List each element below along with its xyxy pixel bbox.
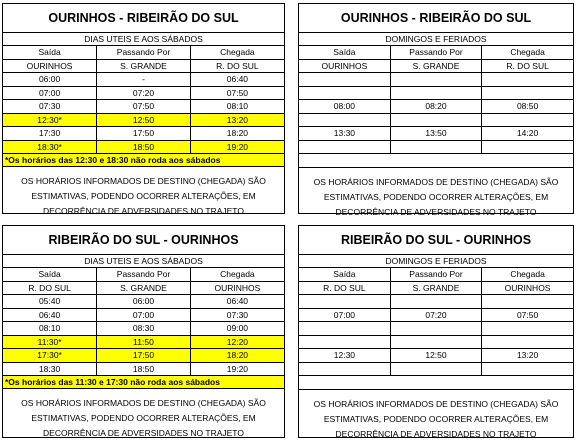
time-cell: 19:20 xyxy=(190,362,284,376)
time-cell: 08:10 xyxy=(3,322,97,336)
time-cell: 13:30 xyxy=(299,127,390,141)
schedule-row xyxy=(3,127,284,141)
time-cell: 11:50 xyxy=(97,335,191,349)
time-cell: 12:50 xyxy=(97,113,191,127)
time-cell: 06:40 xyxy=(190,295,284,309)
time-cell: 17:30* xyxy=(3,349,97,363)
time-cell xyxy=(299,113,390,127)
time-cell: 07:00 xyxy=(3,86,97,100)
schedule-row xyxy=(3,86,284,100)
schedule-row xyxy=(299,100,573,114)
schedule-row xyxy=(3,140,284,154)
column-location: S. GRANDE xyxy=(97,59,191,73)
subheader-row xyxy=(299,59,573,73)
time-cell: 13:50 xyxy=(390,127,481,141)
disclaimer-text xyxy=(3,167,284,219)
panel-subtitle: DOMINGOS E FERIADOS xyxy=(299,33,573,46)
schedule-panel-ribeirao-ourinhos-sundays xyxy=(298,225,574,438)
column-header: Saída xyxy=(3,268,97,281)
disclaimer-line: OS HORÁRIOS INFORMADOS DE DESTINO (CHEGADA) SÃO xyxy=(313,177,559,187)
disclaimer-line: ESTIMATIVAS, PODENDO OCORRER ALTERAÇÕES, EM xyxy=(31,413,256,423)
time-cell: 12:30* xyxy=(3,113,97,127)
schedule-row xyxy=(299,127,573,141)
time-cell: 08:50 xyxy=(482,100,573,114)
column-header: Chegada xyxy=(190,268,284,281)
schedule-row xyxy=(3,335,284,349)
column-location: OURINHOS xyxy=(190,281,284,295)
time-cell: 18:50 xyxy=(97,140,191,154)
time-cell: 18:20 xyxy=(190,349,284,363)
column-location: OURINHOS xyxy=(299,59,390,73)
time-cell xyxy=(482,322,573,336)
time-cell: 17:50 xyxy=(97,349,191,363)
time-cell: 18:30 xyxy=(3,362,97,376)
column-location: OURINHOS xyxy=(482,281,573,295)
column-header: Saída xyxy=(299,268,390,281)
time-cell: 18:30* xyxy=(3,140,97,154)
panel-subtitle: DIAS UTEIS E AOS SÁBADOS xyxy=(3,255,284,268)
schedule-row xyxy=(299,295,573,309)
time-cell: 08:20 xyxy=(390,100,481,114)
schedule-table xyxy=(299,268,573,376)
time-cell: 13:20 xyxy=(190,113,284,127)
schedule-table xyxy=(3,268,284,376)
header-row xyxy=(299,46,573,59)
time-cell: 08:00 xyxy=(299,100,390,114)
schedule-row xyxy=(299,86,573,100)
schedule-row xyxy=(3,113,284,127)
schedule-row xyxy=(3,308,284,322)
time-cell: 11:30* xyxy=(3,335,97,349)
time-cell: 17:30 xyxy=(3,127,97,141)
schedule-row xyxy=(299,362,573,376)
time-cell: 09:00 xyxy=(190,322,284,336)
panel-title: OURINHOS - RIBEIRÃO DO SUL xyxy=(3,4,284,33)
time-cell xyxy=(299,362,390,376)
column-header: Passando Por xyxy=(97,268,191,281)
time-cell xyxy=(299,140,390,154)
column-location: R. DO SUL xyxy=(299,281,390,295)
subheader-row xyxy=(3,59,284,73)
header-row xyxy=(3,268,284,281)
time-cell: 06:00 xyxy=(3,73,97,87)
disclaimer-line: ESTIMATIVAS, PODENDO OCORRER ALTERAÇÕES, EM xyxy=(323,192,549,202)
time-cell xyxy=(390,140,481,154)
column-header: Saída xyxy=(299,46,390,59)
disclaimer-text xyxy=(299,168,573,220)
column-header: Chegada xyxy=(482,268,573,281)
time-cell xyxy=(299,335,390,349)
time-cell xyxy=(299,86,390,100)
time-cell: 08:10 xyxy=(190,100,284,114)
time-cell: 12:30 xyxy=(299,349,390,363)
time-cell: 14:20 xyxy=(482,127,573,141)
empty-note-row xyxy=(299,376,573,390)
time-cell: 07:30 xyxy=(3,100,97,114)
saturday-note: *Os horários das 11:30 e 17:30 não roda aos sábados xyxy=(3,376,284,389)
time-cell: 07:50 xyxy=(190,86,284,100)
schedule-row xyxy=(3,362,284,376)
disclaimer-text xyxy=(3,389,284,441)
panel-subtitle: DIAS UTEIS E AOS SÁBADOS xyxy=(3,33,284,46)
time-cell: - xyxy=(97,73,191,87)
schedule-row xyxy=(299,335,573,349)
schedule-row xyxy=(3,349,284,363)
time-cell: 06:40 xyxy=(3,308,97,322)
time-cell xyxy=(482,86,573,100)
time-cell: 06:00 xyxy=(97,295,191,309)
subheader-row xyxy=(3,281,284,295)
schedule-panel-ourinhos-ribeirao-sundays xyxy=(298,3,574,217)
time-cell: 12:50 xyxy=(390,349,481,363)
column-location: R. DO SUL xyxy=(3,281,97,295)
schedule-table xyxy=(299,46,573,154)
disclaimer-text xyxy=(299,390,573,442)
empty-note-row xyxy=(299,154,573,168)
time-cell xyxy=(390,113,481,127)
time-cell xyxy=(390,335,481,349)
column-location: OURINHOS xyxy=(3,59,97,73)
time-cell xyxy=(390,73,481,87)
time-cell xyxy=(390,295,481,309)
time-cell: 07:20 xyxy=(97,86,191,100)
column-header: Passando Por xyxy=(390,46,481,59)
schedule-row xyxy=(299,73,573,87)
time-cell xyxy=(390,322,481,336)
schedule-row xyxy=(299,140,573,154)
schedule-row xyxy=(3,295,284,309)
time-cell xyxy=(299,73,390,87)
schedule-panel-ribeirao-ourinhos-weekdays xyxy=(2,225,285,438)
time-cell: 07:00 xyxy=(299,308,390,322)
time-cell: 13:20 xyxy=(482,349,573,363)
column-location: R. DO SUL xyxy=(482,59,573,73)
time-cell xyxy=(482,362,573,376)
schedule-row xyxy=(3,322,284,336)
time-cell: 18:50 xyxy=(97,362,191,376)
panel-title: RIBEIRÃO DO SUL - OURINHOS xyxy=(3,226,284,255)
schedule-row xyxy=(299,349,573,363)
schedule-panel-ourinhos-ribeirao-weekdays xyxy=(2,3,285,214)
time-cell: 18:20 xyxy=(190,127,284,141)
time-cell: 07:20 xyxy=(390,308,481,322)
column-location: R. DO SUL xyxy=(190,59,284,73)
disclaimer-line: DECORRÊNCIA DE ADVERSIDADES NO TRAJETO xyxy=(43,428,244,438)
disclaimer-line: OS HORÁRIOS INFORMADOS DE DESTINO (CHEGADA) SÃO xyxy=(21,398,266,408)
time-cell: 07:50 xyxy=(482,308,573,322)
schedule-row xyxy=(3,100,284,114)
column-header: Passando Por xyxy=(97,46,191,59)
time-cell xyxy=(390,86,481,100)
disclaimer-line: OS HORÁRIOS INFORMADOS DE DESTINO (CHEGADA) SÃO xyxy=(313,399,559,409)
panel-subtitle: DOMINGOS E FERIADOS xyxy=(299,255,573,268)
time-cell xyxy=(482,295,573,309)
disclaimer-line: ESTIMATIVAS, PODENDO OCORRER ALTERAÇÕES, EM xyxy=(323,414,549,424)
column-header: Saída xyxy=(3,46,97,59)
column-location: S. GRANDE xyxy=(97,281,191,295)
subheader-row xyxy=(299,281,573,295)
time-cell: 19:20 xyxy=(190,140,284,154)
saturday-note: *Os horários das 12:30 e 18:30 não roda aos sábados xyxy=(3,154,284,167)
time-cell xyxy=(390,362,481,376)
disclaimer-line: DECORRÊNCIA DE ADVERSIDADES NO TRAJETO xyxy=(335,207,537,217)
time-cell xyxy=(482,335,573,349)
header-row xyxy=(299,268,573,281)
column-header: Passando Por xyxy=(390,268,481,281)
time-cell xyxy=(299,295,390,309)
schedule-row xyxy=(299,322,573,336)
time-cell: 17:50 xyxy=(97,127,191,141)
time-cell: 07:30 xyxy=(190,308,284,322)
time-cell: 08:30 xyxy=(97,322,191,336)
time-cell: 05:40 xyxy=(3,295,97,309)
disclaimer-line: DECORRÊNCIA DE ADVERSIDADES NO TRAJETO xyxy=(335,429,537,439)
time-cell: 07:00 xyxy=(97,308,191,322)
schedule-row xyxy=(3,73,284,87)
time-cell xyxy=(482,73,573,87)
header-row xyxy=(3,46,284,59)
schedule-table xyxy=(3,46,284,154)
time-cell: 12:20 xyxy=(190,335,284,349)
schedule-row xyxy=(299,308,573,322)
disclaimer-line: OS HORÁRIOS INFORMADOS DE DESTINO (CHEGADA) SÃO xyxy=(21,176,266,186)
time-cell xyxy=(299,322,390,336)
time-cell: 06:40 xyxy=(190,73,284,87)
time-cell: 07:50 xyxy=(97,100,191,114)
column-header: Chegada xyxy=(190,46,284,59)
column-location: S. GRANDE xyxy=(390,59,481,73)
panel-title: RIBEIRÃO DO SUL - OURINHOS xyxy=(299,226,573,255)
disclaimer-line: DECORRÊNCIA DE ADVERSIDADES NO TRAJETO xyxy=(43,206,244,216)
schedule-row xyxy=(299,113,573,127)
disclaimer-line: ESTIMATIVAS, PODENDO OCORRER ALTERAÇÕES, EM xyxy=(31,191,256,201)
time-cell xyxy=(482,140,573,154)
time-cell xyxy=(482,113,573,127)
column-location: S. GRANDE xyxy=(390,281,481,295)
panel-title: OURINHOS - RIBEIRÃO DO SUL xyxy=(299,4,573,33)
column-header: Chegada xyxy=(482,46,573,59)
